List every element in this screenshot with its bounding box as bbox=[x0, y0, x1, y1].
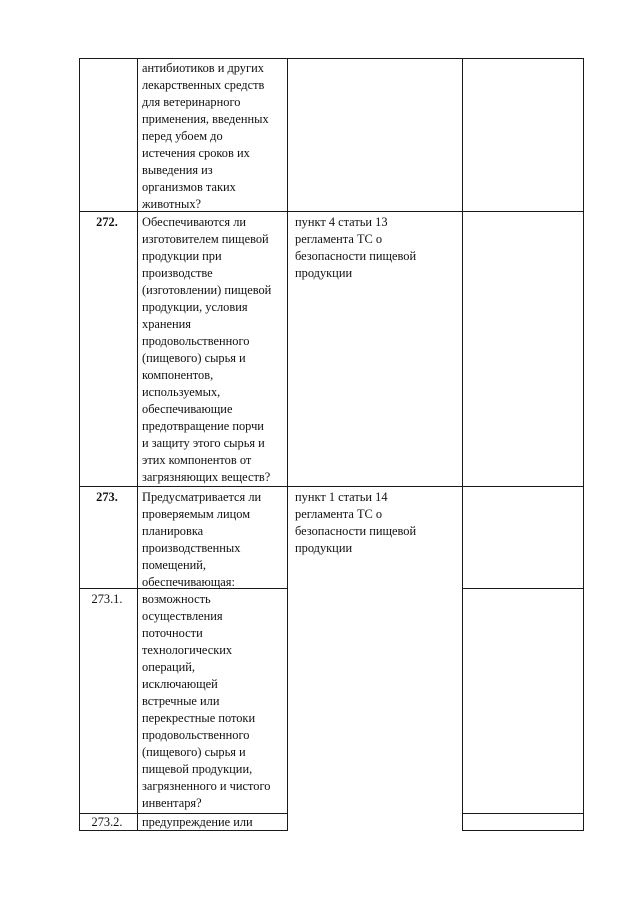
table-column-divider-2 bbox=[287, 58, 288, 830]
question-continuation: антибиотиков и других лекарственных средств для ветеринарного применения, введенных перед убоем до истечения сроков их выведения из организмов таких животных? bbox=[142, 61, 269, 211]
table-column-divider-3 bbox=[462, 58, 463, 830]
reference-273: пункт 1 статьи 14 регламента ТС о безопасности пищевой продукции bbox=[295, 490, 417, 555]
item-number-273-2: 273.2. bbox=[91, 815, 123, 829]
table-border-top bbox=[79, 58, 584, 59]
table-border-bottom-right bbox=[462, 830, 584, 831]
question-273-2: предупреждение или bbox=[142, 815, 253, 829]
table-column-divider-1 bbox=[137, 58, 138, 830]
row-divider-273 bbox=[79, 486, 584, 487]
item-number-273-1: 273.1. bbox=[91, 592, 123, 606]
question-273: Предусматривается ли проверяемым лицом планировка производственных помещений, обеспечивающая: bbox=[142, 490, 262, 589]
row-divider-273-1-right bbox=[462, 588, 584, 589]
row-divider-273-2-right bbox=[462, 813, 584, 814]
question-272: Обеспечиваются ли изготовителем пищевой продукции при производстве (изготовлении) пищевой продукции, условия хранения продовольственного (пищевого) сырья и компонентов, используемых, обеспечивающие предотвращение порчи и защиту этого сырья и этих компонентов от загрязняющих веществ? bbox=[142, 215, 272, 484]
question-273-1: возможность осуществления поточности технологических операций, исключающей встречные или перекрестные потоки продовольственного (пищевого) сырья и пищевой продукции, загрязненного и чистого инвентаря? bbox=[142, 592, 271, 810]
table-border-left bbox=[79, 58, 80, 830]
reference-272: пункт 4 статьи 13 регламента ТС о безопасности пищевой продукции bbox=[295, 215, 417, 280]
item-number-273: 273. bbox=[96, 490, 118, 504]
item-number-272: 272. bbox=[96, 215, 118, 229]
table-border-right bbox=[583, 58, 584, 830]
